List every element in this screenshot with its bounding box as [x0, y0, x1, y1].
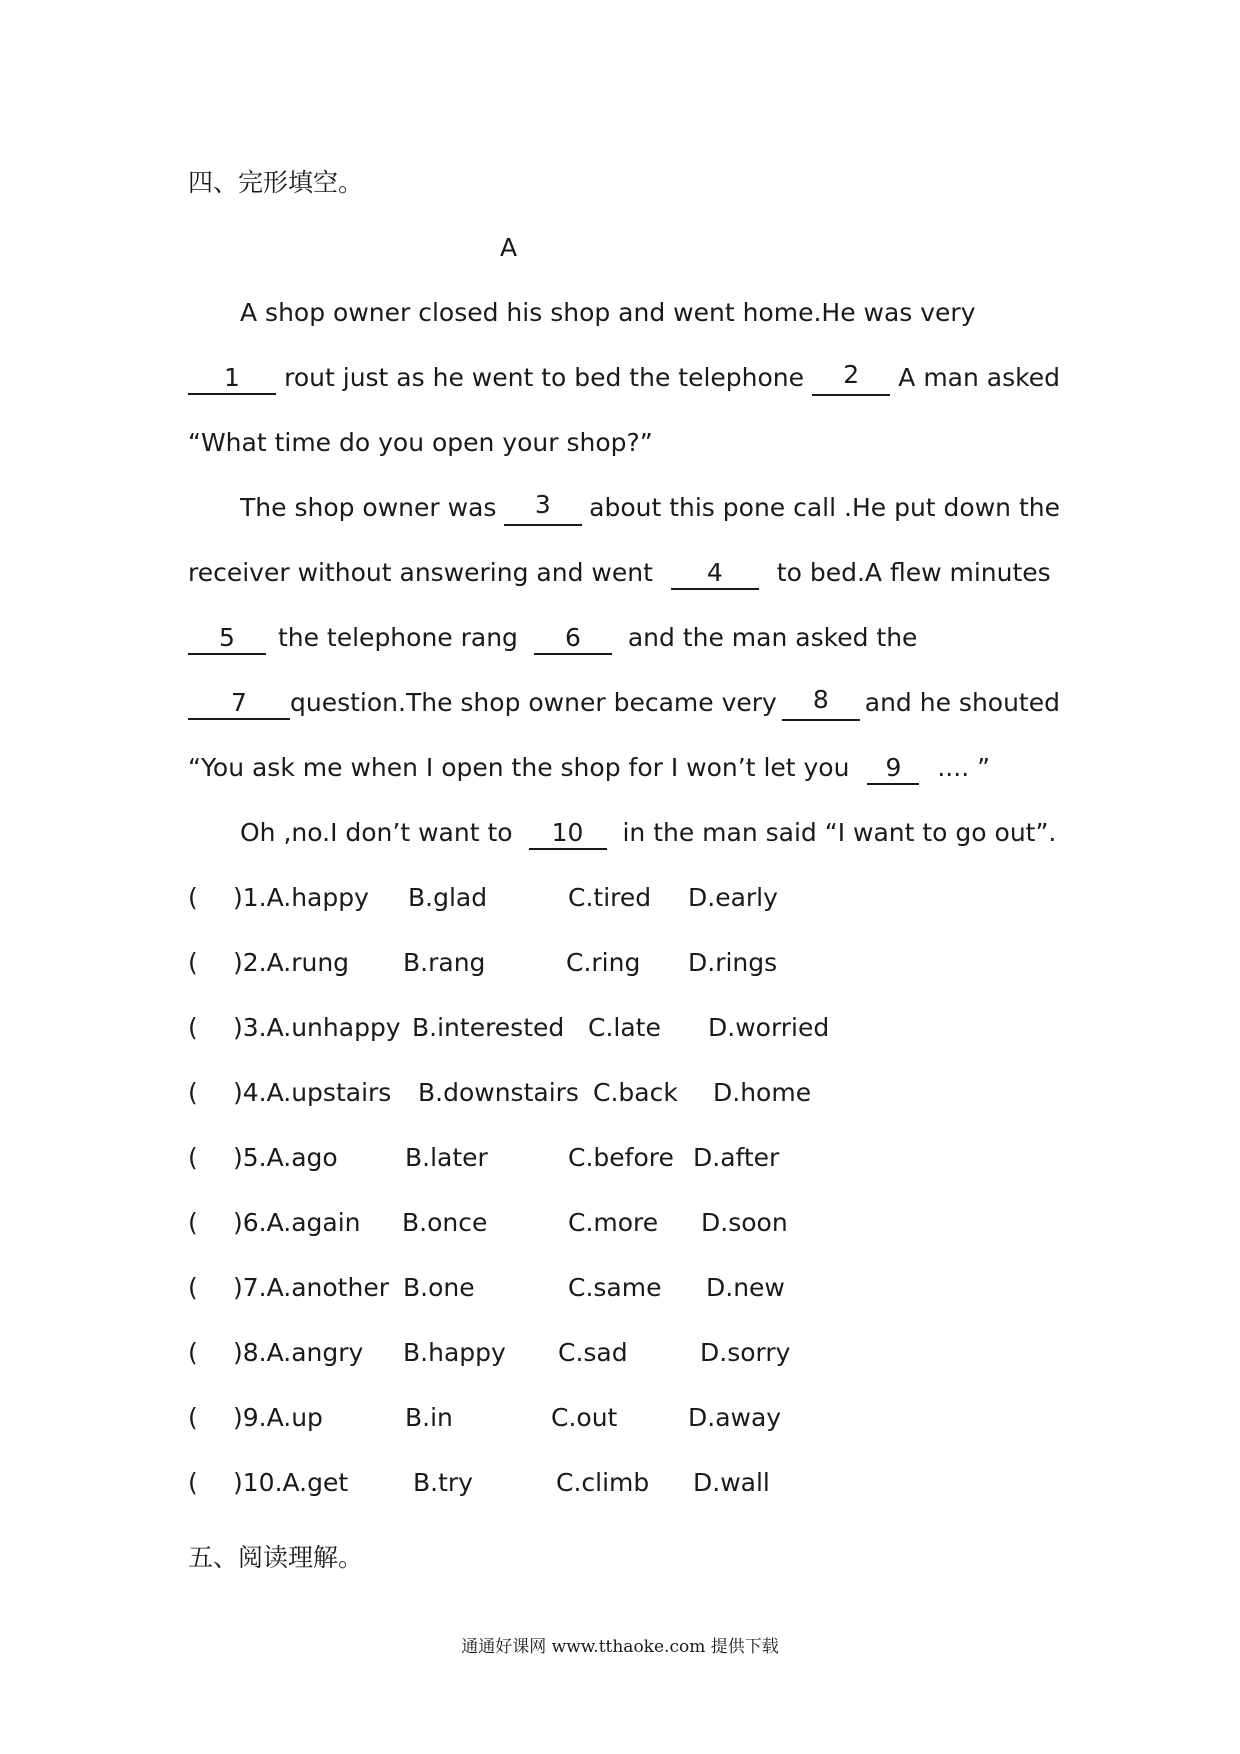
option-a: )2.A.rung	[233, 948, 350, 977]
option-d: D.wall	[693, 1468, 770, 1497]
option-a: )8.A.angry	[233, 1338, 364, 1367]
answer-paren: (	[188, 883, 198, 912]
answer-paren: (	[188, 1403, 198, 1432]
option-d: D.new	[706, 1273, 785, 1302]
option-b: B.try	[413, 1468, 473, 1497]
passage-line-8	[188, 750, 990, 786]
option-d: D.sorry	[700, 1338, 791, 1367]
passage-line-9	[240, 815, 1056, 851]
option-a: )7.A.another	[233, 1273, 389, 1302]
option-c: C.more	[568, 1208, 659, 1237]
passage-line-5	[188, 555, 1051, 591]
section-4-title: 四、完形填空。	[188, 168, 364, 197]
question-row	[188, 1270, 888, 1306]
answer-paren: (	[188, 1078, 198, 1107]
question-row	[188, 1010, 888, 1046]
question-row	[188, 945, 888, 981]
blank-9: 9	[867, 753, 919, 785]
option-b: B.glad	[408, 883, 488, 912]
passage-text: about this pone call .He put down the	[589, 493, 1060, 522]
option-a: )1.A.happy	[233, 883, 369, 912]
option-a: )4.A.upstairs	[233, 1078, 392, 1107]
option-d: D.home	[713, 1078, 812, 1107]
option-c: C.out	[551, 1403, 618, 1432]
passage-text: rout just as he went to bed the telephone	[284, 363, 805, 392]
passage-text: to bed.A flew minutes	[776, 558, 1051, 587]
question-row	[188, 1205, 888, 1241]
passage-line-4	[240, 490, 1060, 526]
option-a: )3.A.unhappy	[233, 1013, 401, 1042]
section-5-title: 五、阅读理解。	[188, 1543, 364, 1572]
option-b: B.downstairs	[418, 1078, 579, 1107]
option-c: C.ring	[566, 948, 641, 977]
blank-5: 5	[188, 623, 266, 655]
blank-3: 3	[504, 490, 582, 526]
question-row	[188, 880, 888, 916]
question-row	[188, 1335, 888, 1371]
blank-4: 4	[671, 558, 759, 590]
option-d: D.away	[688, 1403, 782, 1432]
option-a: )5.A.ago	[233, 1143, 338, 1172]
blank-6: 6	[534, 623, 612, 655]
blank-1: 1	[188, 363, 276, 395]
question-row	[188, 1140, 888, 1176]
footer-download-note: 通通好课网 www.tthaoke.com 提供下载	[461, 1637, 779, 1657]
option-d: D.worried	[708, 1013, 830, 1042]
answer-paren: (	[188, 1273, 198, 1302]
option-c: C.climb	[556, 1468, 650, 1497]
option-c: C.back	[593, 1078, 678, 1107]
option-d: D.early	[688, 883, 778, 912]
option-c: C.tired	[568, 883, 652, 912]
option-c: C.before	[568, 1143, 674, 1172]
question-row	[188, 1465, 888, 1501]
passage-text: in the man said “I want to go out”.	[622, 818, 1057, 847]
passage-text: question.The shop owner became very	[290, 688, 777, 717]
option-b: B.one	[403, 1273, 475, 1302]
blank-10: 10	[529, 818, 607, 850]
answer-paren: (	[188, 1468, 198, 1497]
answer-paren: (	[188, 1208, 198, 1237]
passage-text: Oh ,no.I don’t want to	[240, 818, 513, 847]
question-row	[188, 1075, 888, 1111]
answer-paren: (	[188, 1013, 198, 1042]
answer-paren: (	[188, 948, 198, 977]
blank-2: 2	[812, 360, 890, 396]
passage-line-6	[188, 620, 917, 656]
passage-text: and the man asked the	[627, 623, 918, 652]
passage-line-7	[188, 685, 1060, 721]
option-b: B.once	[402, 1208, 488, 1237]
blank-7: 7	[188, 688, 290, 720]
blank-8: 8	[782, 685, 860, 721]
option-a: )10.A.get	[233, 1468, 349, 1497]
option-d: D.after	[693, 1143, 780, 1172]
answer-paren: (	[188, 1338, 198, 1367]
passage-text: and he shouted	[864, 688, 1060, 717]
passage-text: receiver without answering and went	[188, 558, 653, 587]
passage-line-1: A shop owner closed his shop and went home.He was very	[240, 298, 976, 327]
option-b: B.happy	[403, 1338, 506, 1367]
passage-label: A	[500, 233, 518, 262]
passage-line-3: “What time do you open your shop?”	[188, 428, 653, 457]
option-b: B.rang	[403, 948, 486, 977]
option-a: )9.A.up	[233, 1403, 323, 1432]
option-d: D.rings	[688, 948, 778, 977]
passage-line-2	[188, 360, 1060, 396]
option-a: )6.A.again	[233, 1208, 361, 1237]
passage-text: A man asked	[898, 363, 1060, 392]
option-c: C.late	[588, 1013, 661, 1042]
passage-text: the telephone rang	[277, 623, 518, 652]
option-c: C.same	[568, 1273, 662, 1302]
question-row	[188, 1400, 888, 1436]
passage-text: The shop owner was	[240, 493, 497, 522]
passage-text: .... ”	[937, 753, 991, 782]
option-b: B.later	[405, 1143, 488, 1172]
option-d: D.soon	[701, 1208, 788, 1237]
option-b: B.interested	[412, 1013, 565, 1042]
answer-paren: (	[188, 1143, 198, 1172]
option-c: C.sad	[558, 1338, 628, 1367]
passage-text: “You ask me when I open the shop for I won’t let you	[188, 753, 850, 782]
option-b: B.in	[405, 1403, 453, 1432]
